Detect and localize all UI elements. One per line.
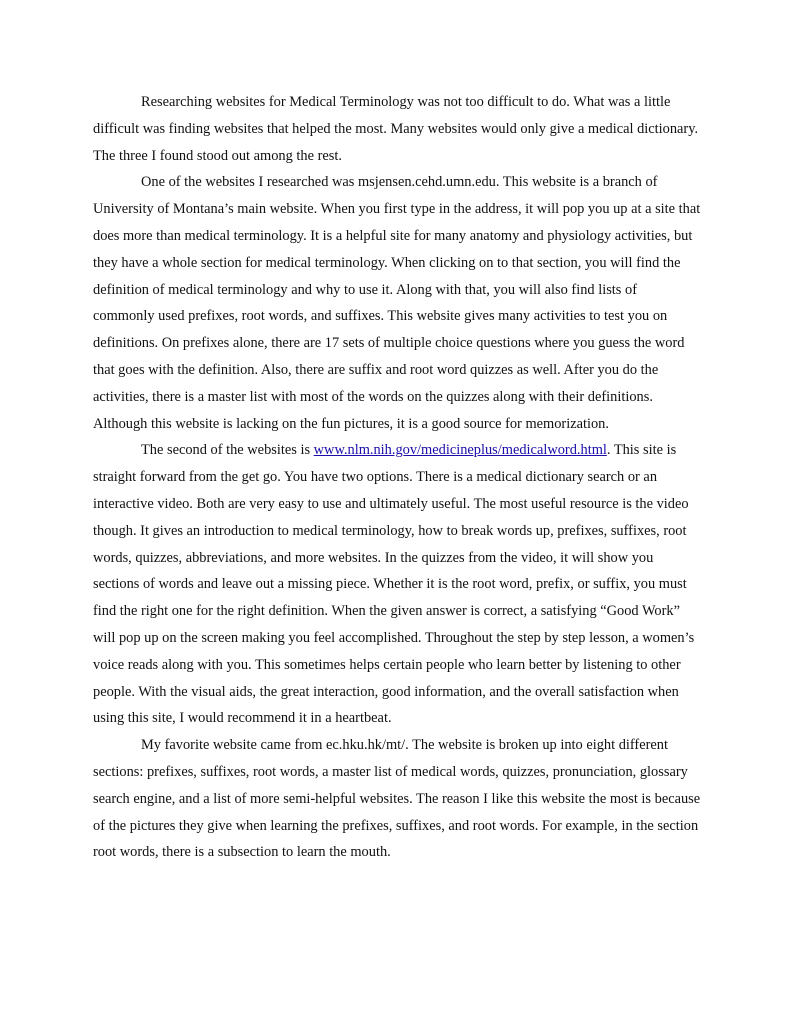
paragraph-favorite-website: My favorite website came from ec.hku.hk/mt/. The website is broken up into eight different sections: prefixes, suffixes, root words, a master list of medical words, quizzes, pronunciation, glossary search engine, and a list of more semi-helpful websites. The reason I like this website the most is because of the pictures they give when learning the prefixes, suffixes, and root words. For example, in the section root words, there is a subsection to learn the mouth. — [93, 737, 701, 861]
paragraph-second-text-before: The second of the websites is — [141, 442, 314, 459]
paragraph-first-website: One of the websites I researched was msjensen.cehd.umn.edu. This website is a branch of University of Montana’s main website. When you first type in the address, it will pop you up at a site that does more than medical terminology. It is a helpful site for many anatomy and physiology activities, but they have a whole section for medical terminology. When clicking on to that section, you will find the definition of medical terminology and why to use it. Along with that, you will also find lists of commonly used prefixes, root words, and suffixes. This website gives many activities to test you on definitions. On prefixes alone, there are 17 sets of multiple choice questions where you guess the word that goes with the definition. Also, there are suffix and root word quizzes as well. After you do the activities, there is a master list with most of the words on the quizzes along with their definitions. Although this website is lacking on the fun pictures, it is a good source for memorization. — [93, 174, 701, 432]
document-body — [93, 89, 701, 866]
paragraph-second-text-after: . This site is straight forward from the get go. You have two options. There is a medical dictionary search or an interactive video. Both are very easy to use and ultimately useful. The most useful resource is the video though. It gives an introduction to medical terminology, how to break words up, prefixes, suffixes, root words, quizzes, abbreviations, and more websites. In the quizzes from the video, it will show you sections of words and leave out a missing piece. Whether it is the root word, prefix, or suffix, you must find the right one for the right definition. When the given answer is correct, a satisfying “Good Work” will pop up on the screen making you feel accomplished. Throughout the step by step lesson, a women’s voice reads along with you. This sometimes helps certain people who learn better by listening to other people. With the visual aids, the great interaction, good information, and the overall satisfaction when using this site, I would recommend it in a heartbeat. — [93, 442, 695, 727]
medlineplus-link[interactable]: www.nlm.nih.gov/medicineplus/medicalword.html — [313, 442, 607, 459]
paragraph-second-website — [93, 437, 701, 732]
paragraph-intro: Researching websites for Medical Terminology was not too difficult to do. What was a little difficult was finding websites that helped the most. Many websites would only give a medical dictionary. The three I found stood out among the rest. — [93, 94, 699, 164]
